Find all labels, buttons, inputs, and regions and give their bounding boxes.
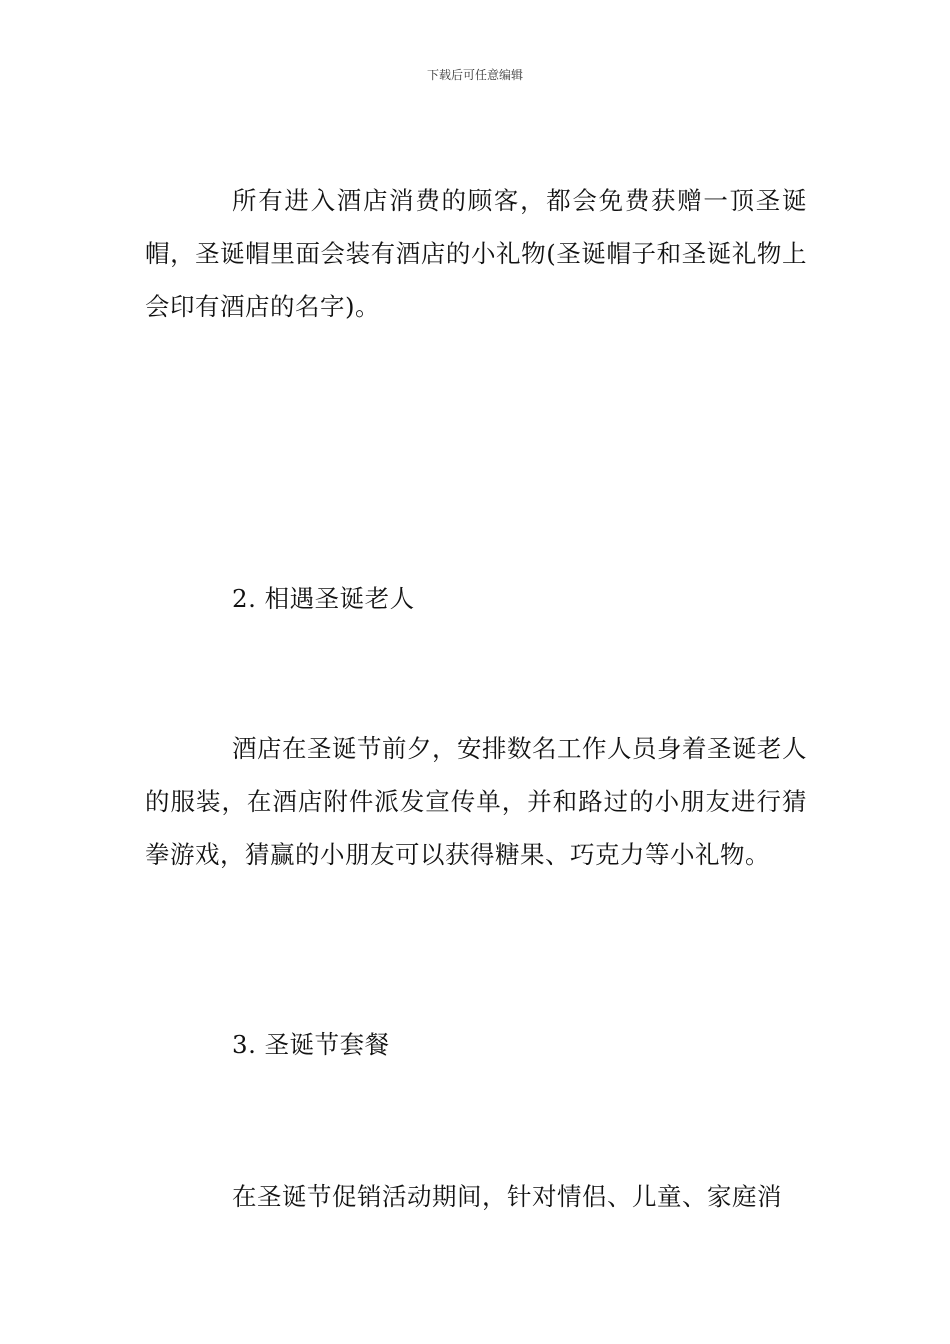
paragraph-christmas-set-meal: 在圣诞节促销活动期间，针对情侣、儿童、家庭消 — [232, 1182, 782, 1211]
section-heading-meet-santa: 2. 相遇圣诞老人 — [232, 584, 415, 613]
page-header: 下载后可任意编辑 — [426, 68, 523, 82]
paragraph-meet-santa: 酒店在圣诞节前夕，安排数名工作人员身着圣诞老人的服装，在酒店附件派发宣传单，并和路过的小朋友进行猜拳游戏，猜赢的小朋友可以获得糖果、巧克力等小礼物。 — [145, 734, 807, 869]
paragraph-christmas-hat: 所有进入酒店消费的顾客，都会免费获赠一顶圣诞帽，圣诞帽里面会装有酒店的小礼物(圣诞帽子和圣诞礼物上会印有酒店的名字)。 — [145, 186, 807, 321]
section-heading-christmas-set-meal: 3. 圣诞节套餐 — [232, 1030, 390, 1059]
